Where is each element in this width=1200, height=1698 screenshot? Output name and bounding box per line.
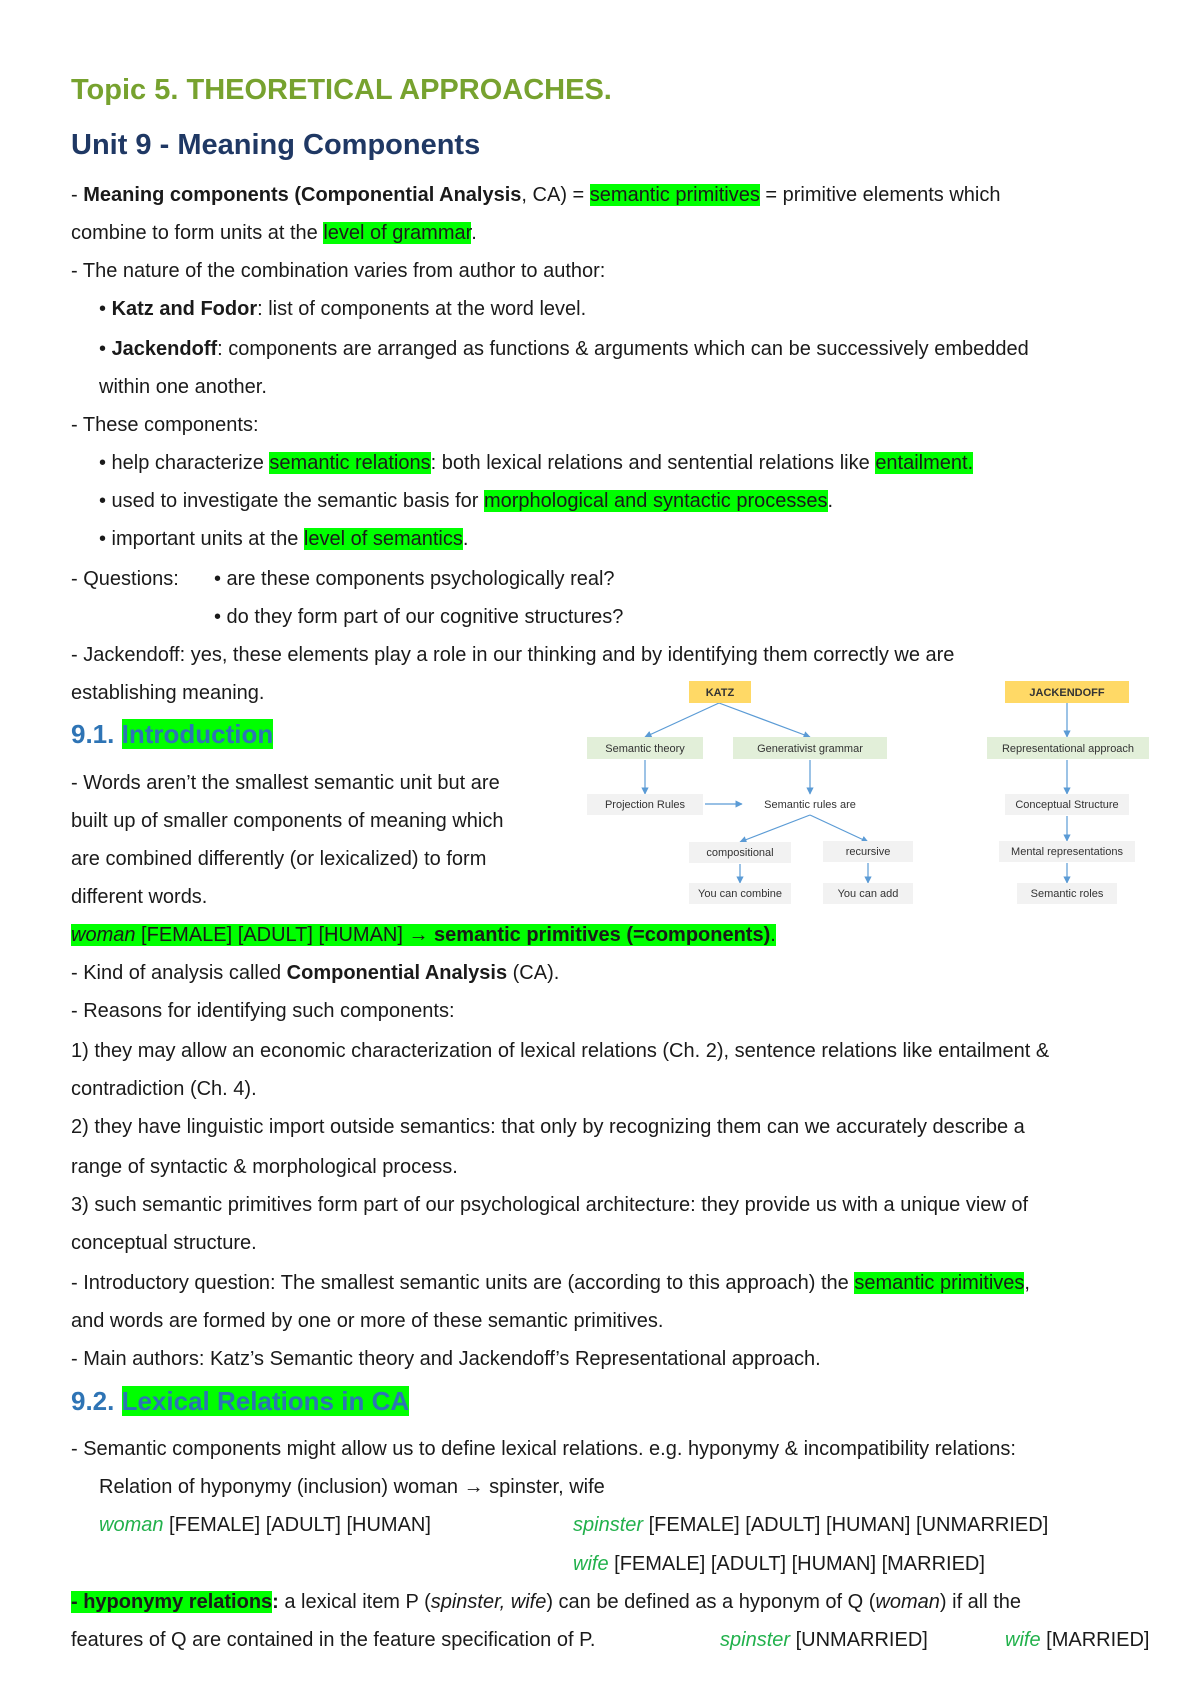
topic-title: Topic 5. THEORETICAL APPROACHES. — [71, 74, 612, 106]
sec91-line-6: range of syntactic & morphological process. — [71, 1156, 458, 1178]
intro-line-14: establishing meaning. — [71, 682, 265, 704]
sec92-line-1: - Semantic components might allow us to define lexical relations. e.g. hyponymy & incompatibility relations: — [71, 1438, 1016, 1460]
intro-line-7: - These components: — [71, 414, 259, 436]
question-2: • do they form part of our cognitive structures? — [214, 606, 624, 628]
bullet-semantic-relations: • help characterize semantic relations: both lexical relations and sentential relations like entailment. — [99, 452, 974, 474]
sec91-para-3: are combined differently (or lexicalized) to form — [71, 848, 487, 870]
katz-header: KATZ — [705, 687, 735, 699]
generativist-label: Generativist grammar — [757, 743, 863, 755]
combine-label: You can combine — [698, 888, 782, 900]
compositional-label: compositional — [706, 847, 774, 859]
highlight: level of grammar — [323, 222, 472, 244]
hyponymy-definition: - hyponymy relations: a lexical item P (spinster, wife) can be defined as a hyponym of Q (woman) if all the — [71, 1591, 1022, 1613]
bullet-jackendoff: • Jackendoff: components are arranged as functions & arguments which can be successively embedded — [99, 338, 1029, 360]
highlight: entailment. — [875, 452, 974, 474]
jackendoff-header: JACKENDOFF — [1029, 687, 1105, 699]
highlight: semantic primitives — [589, 184, 760, 206]
roles-label: Semantic roles — [1030, 888, 1104, 900]
intro-line-13: - Jackendoff: yes, these elements play a role in our thinking and by identifying them correctly we are — [71, 644, 955, 666]
wife-features: wife [FEMALE] [ADULT] [HUMAN] [MARRIED] — [573, 1553, 985, 1575]
spinster-unmarried: spinster [UNMARRIED] — [720, 1629, 928, 1651]
woman-components-line: woman [FEMALE] [ADULT] [HUMAN] → semantic primitives (=components). — [71, 924, 776, 946]
highlight: level of semantics — [303, 528, 463, 550]
highlight: morphological and syntactic processes — [483, 490, 828, 512]
questions-label: - Questions: — [71, 568, 179, 590]
projection-label: Projection Rules — [604, 799, 686, 811]
sec91-para-1: - Words aren’t the smallest semantic unit but are — [71, 772, 500, 794]
hyponymy-definition-2: features of Q are contained in the feature specification of P. — [71, 1629, 596, 1651]
bullet-level-semantics: • important units at the level of semantics. — [99, 528, 469, 550]
highlight: semantic relations — [269, 452, 431, 474]
intro-line-1: - Meaning components (Componential Analysis, CA) = semantic primitives = primitive elements which — [71, 184, 1001, 206]
section-9-2-heading: 9.2. Lexical Relations in CA — [71, 1386, 410, 1416]
intro-line-6: within one another. — [99, 376, 267, 398]
sec91-line-1: - Kind of analysis called Componential Analysis (CA). — [71, 962, 560, 984]
sec91-para-2: built up of smaller components of meaning which — [71, 810, 504, 832]
highlight: semantic primitives — [854, 1272, 1025, 1294]
sec91-line-2: - Reasons for identifying such components: — [71, 1000, 455, 1022]
sec91-line-5: 2) they have linguistic import outside semantics: that only by recognizing them can we accurately describe a — [71, 1116, 1025, 1138]
bullet-morph-syntax: • used to investigate the semantic basis for morphological and syntactic processes. — [99, 490, 834, 512]
add-label: You can add — [837, 888, 899, 900]
woman-features: woman [FEMALE] [ADULT] [HUMAN] — [99, 1514, 431, 1536]
intro-line-3: - The nature of the combination varies from author to author: — [71, 260, 606, 282]
sec91-para-4: different words. — [71, 886, 208, 908]
sec91-line-3: 1) they may allow an economic characterization of lexical relations (Ch. 2), sentence relations like entailment & — [71, 1040, 1050, 1062]
sec91-line-10: and words are formed by one or more of these semantic primitives. — [71, 1310, 664, 1332]
semantic-theory-label: Semantic theory — [605, 743, 685, 755]
sec91-line-8: conceptual structure. — [71, 1232, 257, 1254]
spinster-features: spinster [FEMALE] [ADULT] [HUMAN] [UNMARRIED] — [573, 1514, 1049, 1536]
bullet-katz-fodor: • Katz and Fodor: list of components at the word level. — [99, 298, 587, 320]
sec91-line-7: 3) such semantic primitives form part of our psychological architecture: they provide us with a unique view of — [71, 1194, 1029, 1216]
sec91-line-11: - Main authors: Katz’s Semantic theory and Jackendoff’s Representational approach. — [71, 1348, 821, 1370]
section-9-1-heading: 9.1. Introduction — [71, 719, 274, 749]
wife-married: wife [MARRIED] — [1005, 1629, 1150, 1651]
intro-line-2: combine to form units at the level of grammar. — [71, 222, 477, 244]
representational-label: Representational approach — [1001, 743, 1135, 755]
recursive-label: recursive — [845, 846, 891, 858]
sec91-line-9: - Introductory question: The smallest semantic units are (according to this approach) the semantic primitives, — [71, 1272, 1030, 1294]
katz-jackendoff-diagram — [585, 677, 1185, 917]
sec92-line-2: Relation of hyponymy (inclusion) woman → spinster, wife — [99, 1476, 605, 1498]
mental-label: Mental representations — [1011, 846, 1123, 858]
rules-are-label: Semantic rules are — [764, 799, 856, 811]
conceptual-label: Conceptual Structure — [1015, 799, 1119, 811]
sec91-line-4: contradiction (Ch. 4). — [71, 1078, 257, 1100]
question-1: • are these components psychologically real? — [214, 568, 615, 590]
unit-title: Unit 9 - Meaning Components — [71, 129, 481, 161]
